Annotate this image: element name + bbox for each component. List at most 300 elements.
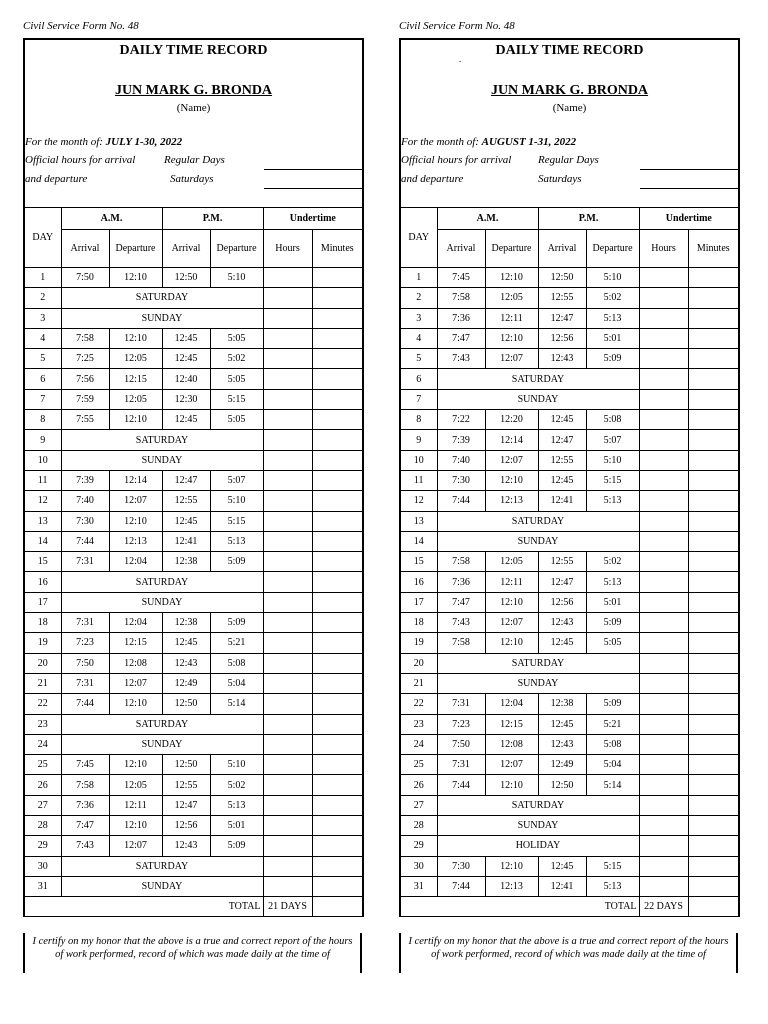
table-row: [24, 734, 363, 754]
undertime-minutes: [312, 410, 363, 430]
regular-days-blank: [640, 169, 738, 170]
name-caption: (Name): [552, 102, 587, 114]
table-row: [24, 491, 363, 511]
undertime-hours: [639, 430, 688, 450]
month-line: [401, 136, 576, 148]
employee-name: JUN MARK G. BRONDA: [490, 83, 649, 98]
day-status-label: SATURDAY: [61, 430, 263, 450]
day-status-label: SATURDAY: [61, 714, 263, 734]
table-row: [24, 572, 363, 592]
undertime-hours: [639, 734, 688, 754]
table-row: [400, 755, 739, 775]
total-label: TOTAL: [24, 897, 263, 917]
total-minutes-cell: [688, 897, 739, 917]
col-header-day: DAY: [400, 208, 437, 268]
col-header-am-arrival: Arrival: [437, 230, 485, 268]
col-header-pm-departure: Departure: [210, 230, 263, 268]
undertime-hours: [639, 369, 688, 389]
undertime-minutes: [688, 369, 739, 389]
col-header-pm: P.M.: [538, 208, 639, 230]
pm-arrival: 12:47: [538, 572, 586, 592]
col-header-day: DAY: [24, 208, 61, 268]
table-row: [400, 592, 739, 612]
pm-arrival: 12:45: [538, 470, 586, 490]
undertime-minutes: [688, 836, 739, 856]
pm-departure: 5:13: [586, 308, 639, 328]
pm-departure: 5:10: [210, 491, 263, 511]
undertime-minutes: [688, 430, 739, 450]
total-label: TOTAL: [400, 897, 639, 917]
undertime-hours: [639, 268, 688, 288]
am-departure: 12:10: [109, 755, 162, 775]
day-number: 8: [24, 410, 61, 430]
am-departure: 12:14: [109, 470, 162, 490]
day-number: 29: [24, 836, 61, 856]
undertime-hours: [263, 775, 312, 795]
day-number: 28: [400, 816, 437, 836]
undertime-hours: [263, 734, 312, 754]
undertime-hours: [639, 552, 688, 572]
pm-departure: 5:15: [210, 389, 263, 409]
pm-arrival: 12:56: [538, 592, 586, 612]
pm-departure: 5:04: [586, 755, 639, 775]
pm-arrival: 12:45: [162, 410, 210, 430]
undertime-hours: [639, 592, 688, 612]
day-number: 26: [24, 775, 61, 795]
table-row: [24, 369, 363, 389]
undertime-minutes: [688, 410, 739, 430]
undertime-hours: [639, 470, 688, 490]
day-status-label: SATURDAY: [61, 288, 263, 308]
pm-departure: 5:08: [586, 734, 639, 754]
undertime-hours: [263, 633, 312, 653]
pm-arrival: 12:41: [538, 491, 586, 511]
col-header-hours: Hours: [639, 230, 688, 268]
employee-name: JUN MARK G. BRONDA: [114, 83, 273, 98]
table-row: [400, 795, 739, 815]
col-header-pm-departure: Departure: [586, 230, 639, 268]
table-row: [24, 470, 363, 490]
undertime-hours: [639, 328, 688, 348]
pm-arrival: 12:45: [538, 633, 586, 653]
am-arrival: 7:31: [437, 694, 485, 714]
day-number: 22: [400, 694, 437, 714]
am-arrival: 7:44: [437, 491, 485, 511]
am-departure: 12:10: [109, 268, 162, 288]
undertime-hours: [263, 308, 312, 328]
undertime-hours: [639, 613, 688, 633]
undertime-minutes: [312, 836, 363, 856]
table-row: [400, 308, 739, 328]
undertime-minutes: [312, 653, 363, 673]
pm-arrival: 12:50: [162, 694, 210, 714]
day-status-label: SUNDAY: [61, 308, 263, 328]
pm-arrival: 12:40: [162, 369, 210, 389]
dtr-header-box: [23, 38, 364, 210]
col-header-pm-arrival: Arrival: [162, 230, 210, 268]
table-row: [24, 633, 363, 653]
regular-days-blank: [264, 169, 362, 170]
am-arrival: 7:44: [61, 531, 109, 551]
am-arrival: 7:58: [61, 775, 109, 795]
table-row: [400, 734, 739, 754]
pm-arrival: 12:45: [538, 714, 586, 734]
am-departure: 12:07: [485, 613, 538, 633]
day-number: 16: [400, 572, 437, 592]
am-arrival: 7:55: [61, 410, 109, 430]
col-header-pm: P.M.: [162, 208, 263, 230]
am-arrival: 7:31: [437, 755, 485, 775]
undertime-hours: [639, 633, 688, 653]
table-row: [400, 450, 739, 470]
pm-arrival: 12:45: [162, 511, 210, 531]
day-number: 3: [400, 308, 437, 328]
table-row: [400, 369, 739, 389]
undertime-minutes: [312, 288, 363, 308]
table-row: [400, 572, 739, 592]
undertime-minutes: [688, 673, 739, 693]
undertime-minutes: [688, 531, 739, 551]
pm-departure: 5:21: [210, 633, 263, 653]
pm-departure: 5:08: [210, 653, 263, 673]
am-arrival: 7:31: [61, 552, 109, 572]
official-hours-label-1: Official hours for arrival: [401, 154, 512, 166]
am-arrival: 7:31: [61, 613, 109, 633]
day-status-label: SUNDAY: [437, 816, 639, 836]
pm-departure: 5:02: [210, 349, 263, 369]
col-header-am-departure: Departure: [485, 230, 538, 268]
col-header-undertime: Undertime: [639, 208, 739, 230]
pm-arrival: 12:41: [538, 876, 586, 896]
undertime-hours: [263, 572, 312, 592]
undertime-minutes: [312, 450, 363, 470]
undertime-minutes: [312, 531, 363, 551]
undertime-minutes: [312, 694, 363, 714]
month-label: For the month of:: [25, 136, 103, 148]
am-departure: 12:07: [109, 491, 162, 511]
month-value: AUGUST 1-31, 2022: [481, 136, 577, 148]
am-arrival: 7:58: [437, 552, 485, 572]
pm-departure: 5:05: [586, 633, 639, 653]
day-number: 20: [400, 653, 437, 673]
undertime-hours: [639, 755, 688, 775]
saturdays-label: Saturdays: [538, 173, 582, 185]
undertime-minutes: [312, 511, 363, 531]
undertime-hours: [263, 714, 312, 734]
pm-arrival: 12:38: [538, 694, 586, 714]
table-row: [24, 714, 363, 734]
undertime-hours: [639, 572, 688, 592]
table-row: [400, 673, 739, 693]
am-departure: 12:10: [485, 470, 538, 490]
pm-departure: 5:15: [586, 470, 639, 490]
day-status-label: SATURDAY: [61, 572, 263, 592]
pm-departure: 5:13: [586, 572, 639, 592]
day-number: 10: [400, 450, 437, 470]
pm-departure: 5:09: [210, 836, 263, 856]
pm-departure: 5:13: [586, 876, 639, 896]
undertime-hours: [263, 653, 312, 673]
official-hours-label-2: and departure: [25, 173, 88, 185]
table-row: [24, 836, 363, 856]
table-row: [400, 328, 739, 348]
pm-arrival: 12:47: [162, 795, 210, 815]
undertime-minutes: [688, 268, 739, 288]
day-number: 8: [400, 410, 437, 430]
pm-arrival: 12:50: [538, 268, 586, 288]
day-number: 26: [400, 775, 437, 795]
undertime-minutes: [688, 349, 739, 369]
am-arrival: 7:25: [61, 349, 109, 369]
col-header-am-arrival: Arrival: [61, 230, 109, 268]
table-row: [400, 470, 739, 490]
undertime-hours: [639, 694, 688, 714]
day-number: 24: [400, 734, 437, 754]
am-departure: 12:05: [109, 349, 162, 369]
undertime-hours: [639, 308, 688, 328]
undertime-minutes: [688, 613, 739, 633]
pm-arrival: 12:41: [162, 531, 210, 551]
undertime-hours: [263, 876, 312, 896]
pm-arrival: 12:50: [538, 775, 586, 795]
day-number: 4: [400, 328, 437, 348]
undertime-minutes: [312, 673, 363, 693]
undertime-hours: [263, 613, 312, 633]
undertime-hours: [639, 816, 688, 836]
day-status-label: SUNDAY: [437, 531, 639, 551]
day-number: 30: [24, 856, 61, 876]
am-arrival: 7:50: [61, 268, 109, 288]
table-row: [24, 389, 363, 409]
am-departure: 12:05: [109, 389, 162, 409]
day-number: 4: [24, 328, 61, 348]
undertime-minutes: [688, 511, 739, 531]
undertime-hours: [263, 288, 312, 308]
table-row: [400, 653, 739, 673]
table-row: [400, 714, 739, 734]
table-row: [24, 328, 363, 348]
am-arrival: 7:30: [61, 511, 109, 531]
certification-text: I certify on my honor that the above is a true and correct report of the hours of work performed, record of which was made daily at the time of: [23, 933, 362, 973]
day-number: 7: [400, 389, 437, 409]
day-number: 27: [24, 795, 61, 815]
col-header-am-departure: Departure: [109, 230, 162, 268]
undertime-hours: [263, 349, 312, 369]
month-value: JULY 1-30, 2022: [105, 136, 183, 148]
pm-departure: 5:10: [586, 450, 639, 470]
undertime-hours: [639, 410, 688, 430]
pm-departure: 5:14: [586, 775, 639, 795]
pm-departure: 5:13: [586, 491, 639, 511]
total-value: 22 DAYS: [639, 897, 688, 917]
month-line: [25, 136, 182, 148]
am-departure: 12:08: [109, 653, 162, 673]
undertime-minutes: [688, 775, 739, 795]
official-hours-label-2: and departure: [401, 173, 464, 185]
col-header-am: A.M.: [61, 208, 162, 230]
am-arrival: 7:36: [61, 795, 109, 815]
undertime-hours: [639, 389, 688, 409]
am-arrival: 7:40: [437, 450, 485, 470]
pm-departure: 5:02: [586, 552, 639, 572]
undertime-minutes: [688, 308, 739, 328]
am-arrival: 7:56: [61, 369, 109, 389]
pm-departure: 5:09: [210, 552, 263, 572]
am-departure: 12:10: [485, 856, 538, 876]
undertime-minutes: [312, 816, 363, 836]
undertime-minutes: [688, 876, 739, 896]
time-record-table: [399, 207, 740, 917]
pm-departure: 5:02: [586, 288, 639, 308]
table-row: [24, 552, 363, 572]
undertime-minutes: [312, 268, 363, 288]
undertime-hours: [639, 673, 688, 693]
am-departure: 12:13: [485, 491, 538, 511]
undertime-hours: [263, 470, 312, 490]
am-departure: 12:10: [109, 410, 162, 430]
am-arrival: 7:30: [437, 856, 485, 876]
day-status-label: HOLIDAY: [437, 836, 639, 856]
day-number: 11: [24, 470, 61, 490]
saturdays-blank: [640, 188, 738, 189]
pm-arrival: 12:55: [538, 450, 586, 470]
undertime-hours: [263, 795, 312, 815]
day-status-label: SATURDAY: [437, 795, 639, 815]
day-number: 1: [400, 268, 437, 288]
undertime-hours: [263, 816, 312, 836]
pm-arrival: 12:55: [538, 552, 586, 572]
am-arrival: 7:43: [437, 349, 485, 369]
pm-departure: 5:13: [210, 531, 263, 551]
pm-departure: 5:07: [586, 430, 639, 450]
day-number: 2: [400, 288, 437, 308]
am-departure: 12:15: [109, 633, 162, 653]
pm-arrival: 12:47: [538, 308, 586, 328]
undertime-hours: [263, 694, 312, 714]
day-number: 27: [400, 795, 437, 815]
am-departure: 12:15: [485, 714, 538, 734]
am-arrival: 7:50: [437, 734, 485, 754]
day-number: 2: [24, 288, 61, 308]
saturdays-blank: [264, 188, 362, 189]
am-arrival: 7:39: [437, 430, 485, 450]
am-departure: 12:04: [109, 613, 162, 633]
am-departure: 12:07: [485, 755, 538, 775]
am-arrival: 7:45: [437, 268, 485, 288]
pm-arrival: 12:38: [162, 613, 210, 633]
pm-departure: 5:13: [210, 795, 263, 815]
undertime-minutes: [312, 714, 363, 734]
undertime-hours: [263, 511, 312, 531]
table-row: [400, 613, 739, 633]
pm-departure: 5:09: [586, 349, 639, 369]
am-departure: 12:14: [485, 430, 538, 450]
undertime-hours: [639, 714, 688, 734]
am-arrival: 7:43: [61, 836, 109, 856]
col-header-pm-arrival: Arrival: [538, 230, 586, 268]
day-number: 21: [24, 673, 61, 693]
am-arrival: 7:44: [437, 876, 485, 896]
table-row: [400, 268, 739, 288]
day-number: 31: [24, 876, 61, 896]
pm-departure: 5:15: [210, 511, 263, 531]
pm-arrival: 12:55: [162, 491, 210, 511]
col-header-minutes: Minutes: [312, 230, 363, 268]
table-row: [24, 430, 363, 450]
table-row: [400, 775, 739, 795]
day-number: 3: [24, 308, 61, 328]
official-hours-label-1: Official hours for arrival: [25, 154, 136, 166]
pm-arrival: 12:45: [538, 410, 586, 430]
undertime-hours: [639, 856, 688, 876]
am-departure: 12:20: [485, 410, 538, 430]
am-arrival: 7:50: [61, 653, 109, 673]
undertime-minutes: [688, 470, 739, 490]
day-number: 22: [24, 694, 61, 714]
table-row: [24, 410, 363, 430]
undertime-minutes: [688, 816, 739, 836]
pm-arrival: 12:43: [538, 613, 586, 633]
undertime-minutes: [688, 734, 739, 754]
am-departure: 12:10: [109, 694, 162, 714]
am-arrival: 7:47: [437, 328, 485, 348]
undertime-hours: [639, 876, 688, 896]
table-row: [400, 836, 739, 856]
pm-departure: 5:05: [210, 328, 263, 348]
am-departure: 12:15: [109, 369, 162, 389]
am-departure: 12:13: [485, 876, 538, 896]
table-row: [24, 795, 363, 815]
day-number: 5: [24, 349, 61, 369]
pm-arrival: 12:56: [538, 328, 586, 348]
undertime-minutes: [688, 328, 739, 348]
am-departure: 12:07: [485, 349, 538, 369]
pm-departure: 5:09: [586, 613, 639, 633]
day-number: 24: [24, 734, 61, 754]
day-number: 25: [24, 755, 61, 775]
am-arrival: 7:36: [437, 572, 485, 592]
am-arrival: 7:31: [61, 673, 109, 693]
am-departure: 12:05: [109, 775, 162, 795]
undertime-hours: [263, 592, 312, 612]
undertime-minutes: [688, 694, 739, 714]
total-minutes-cell: [312, 897, 363, 917]
undertime-hours: [263, 836, 312, 856]
table-row: [24, 288, 363, 308]
undertime-minutes: [312, 572, 363, 592]
form-label: Civil Service Form No. 48: [23, 20, 139, 32]
day-number: 19: [400, 633, 437, 653]
undertime-hours: [639, 653, 688, 673]
undertime-minutes: [688, 856, 739, 876]
undertime-minutes: [312, 328, 363, 348]
table-row: [24, 856, 363, 876]
pm-arrival: 12:45: [538, 856, 586, 876]
undertime-hours: [639, 450, 688, 470]
day-number: 7: [24, 389, 61, 409]
day-number: 19: [24, 633, 61, 653]
dtr-header-box: [399, 38, 740, 210]
day-number: 16: [24, 572, 61, 592]
am-departure: 12:10: [485, 592, 538, 612]
day-number: 14: [400, 531, 437, 551]
table-row: [24, 755, 363, 775]
day-number: 13: [400, 511, 437, 531]
undertime-minutes: [688, 288, 739, 308]
table-row: [24, 511, 363, 531]
pm-arrival: 12:30: [162, 389, 210, 409]
undertime-hours: [639, 836, 688, 856]
